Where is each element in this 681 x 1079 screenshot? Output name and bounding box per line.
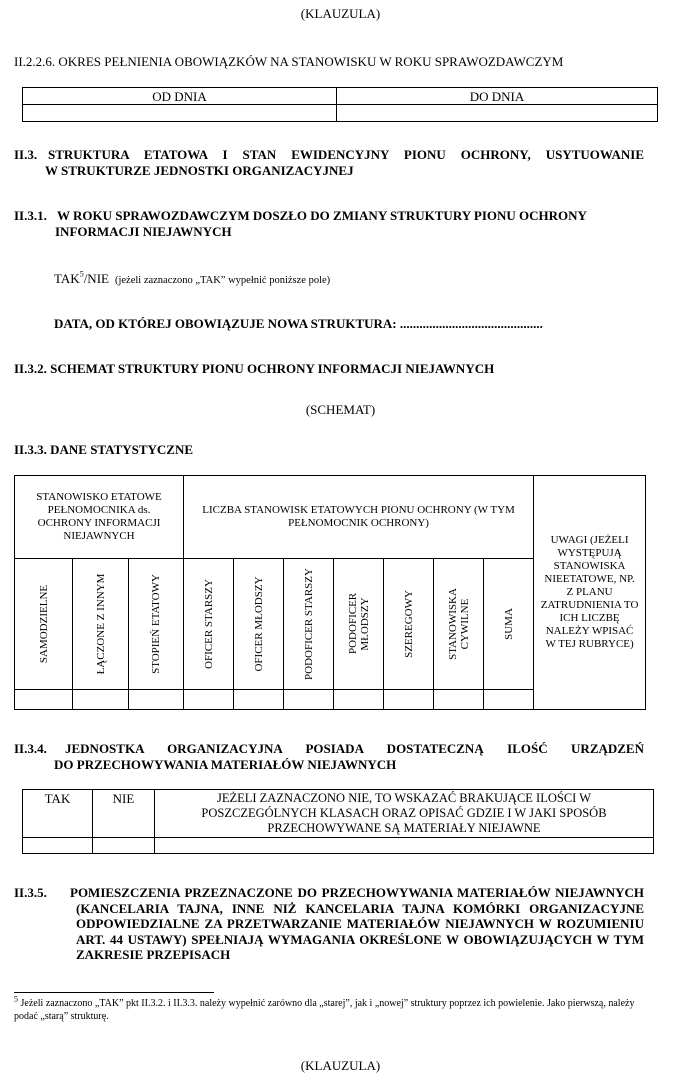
footer-clause: (KLAUZULA) [300,1058,381,1073]
yes-hint: (jeżeli zaznaczono „TAK” wypełnić poniższe pole) [114,275,331,286]
col-header-sum: SUMA [484,559,534,690]
data-cell[interactable] [384,690,434,710]
footnote-ref: 5 [79,269,84,279]
section-2-2-6-title: II.2.2.6. OKRES PEŁNIENIA OBOWIĄZKÓW NA STANOWISKU W ROKU SPRAWOZDAWCZYM [14,54,564,69]
statistics-table [14,475,646,710]
section-2-3-line1: STRUKTURA ETATOWA I STAN EWIDENCYJNY PIONU OCHRONY, USYTUOWANIE [48,147,644,162]
data-cell[interactable] [284,690,334,710]
header-clause: (KLAUZULA) [300,6,381,21]
col-header-junior-officer: OFICER MŁODSZY [234,559,284,690]
yes-cell[interactable] [23,838,93,854]
section-2-3-4-line1: JEDNOSTKA ORGANIZACYJNA POSIADA DOSTATECZNĄ ILOŚĆ URZĄDZEŃ [65,741,644,756]
no-cell[interactable] [93,838,155,854]
storage-table [22,789,654,854]
data-cell[interactable] [73,690,129,710]
col-header-private: SZEREGOWY [384,559,434,690]
remarks-header: UWAGI (JEŻELI WYSTĘPUJĄ STANOWISKA NIEETATOWE, NP. Z PLANU ZATRUDNIENIA TO ICH LICZBĘ NALEŻY WPISAĆ W TEJ RUBRYCE) [534,476,646,710]
section-2-3-number: II.3. [14,147,38,162]
data-cell[interactable] [129,690,184,710]
missing-info-header: JEŻELI ZAZNACZONO NIE, TO WSKAZAĆ BRAKUJĄCE ILOŚCI W POSZCZEGÓLNYCH KLASACH ORAZ OPISAĆ GDZIE I W JAKI SPOSÓB PRZECHOWYWANE SĄ MATERIAŁY NIEJAWNE [155,790,654,838]
footnote-mark: 5 [14,994,18,1004]
period-table [22,87,658,122]
section-2-3-2-title: II.3.2. SCHEMAT STRUKTURY PIONU OCHRONY INFORMACJI NIEJAWNYCH [14,361,495,376]
footnote [14,994,654,1023]
footnote-separator [14,992,214,993]
data-cell[interactable] [15,690,73,710]
no-header: NIE [93,790,155,838]
data-cell[interactable] [484,690,534,710]
schema-placeholder: (SCHEMAT) [305,402,376,417]
yes-option[interactable]: TAK [54,271,80,286]
col-header-rank: STOPIEŃ ETATOWY [129,559,184,690]
section-2-3-1-number: II.3.1. [14,208,47,223]
data-cell[interactable] [334,690,384,710]
yes-header: TAK [23,790,93,838]
col-header-civilian: STANOWISKA CYWILNE [434,559,484,690]
col-header-combined: ŁĄCZONE Z INNYM [73,559,129,690]
col-header-independent: SAMODZIELNE [15,559,73,690]
no-option[interactable]: /NIE [83,271,109,286]
section-2-3-5-number: II.3.5. [14,885,47,900]
col-header-senior-officer: OFICER STARSZY [184,559,234,690]
col-header-senior-nco: PODOFICER STARSZY [284,559,334,690]
from-date-cell[interactable] [23,105,337,122]
section-2-3-3-title: II.3.3. DANE STATYSTYCZNE [14,442,194,457]
positions-count-header: LICZBA STANOWISK ETATOWYCH PIONU OCHRONY (W TYM PEŁNOMOCNIK OCHRONY) [184,476,534,559]
data-cell[interactable] [184,690,234,710]
to-date-header: DO DNIA [337,88,658,105]
section-2-3-line2: W STRUKTURZE JEDNOSTKI ORGANIZACYJNEJ [45,163,354,178]
section-2-3-4-number: II.3.4. [14,741,47,756]
new-structure-date-field[interactable]: DATA, OD KTÓREJ OBOWIĄZUJE NOWA STRUKTURA: ............................................ [54,316,543,331]
from-date-header: OD DNIA [23,88,337,105]
yes-no-line [54,270,654,288]
data-cell[interactable] [434,690,484,710]
missing-info-cell[interactable] [155,838,654,854]
section-2-3-1-line2: INFORMACJI NIEJAWNYCH [55,224,232,239]
section-2-3-5-text: POMIESZCZENIA PRZEZNACZONE DO PRZECHOWYWANIA MATERIAŁÓW NIEJAWNYCH (KANCELARIA TAJNA, INNE NIŻ KANCELARIA TAJNA KOMÓRKI ORGANIZACYJNE ODPOWIEDZIALNE ZA PRZETWARZANIE MATERIAŁÓW NIEJAWNYCH W ROZUMIENIU ART. 44 USTAWY) SPEŁNIAJĄ WYMAGANIA OKREŚLONE W OBOWIĄZUJĄCYCH W TYM ZAKRESIE PRZEPISACH [70,885,644,962]
plenipotentiary-position-header: STANOWISKO ETATOWE PEŁNOMOCNIKA ds. OCHRONY INFORMACJI NIEJAWNYCH [15,476,184,559]
col-header-junior-nco: PODOFICER MŁODSZY [334,559,384,690]
section-2-3-4-line2: DO PRZECHOWYWANIA MATERIAŁÓW NIEJAWNYCH [54,757,397,772]
section-2-3-1-line1: W ROKU SPRAWOZDAWCZYM DOSZŁO DO ZMIANY STRUKTURY PIONU OCHRONY [57,208,587,223]
data-cell[interactable] [234,690,284,710]
footnote-text: Jeżeli zaznaczono „TAK” pkt II.3.2. i II.3.3. należy wypełnić zarówno dla „starej”, jak i „nowej” struktury poprzez ich powielenie. Jako pierwszą, należy podać „starą” strukturę. [14,998,635,1022]
to-date-cell[interactable] [337,105,658,122]
